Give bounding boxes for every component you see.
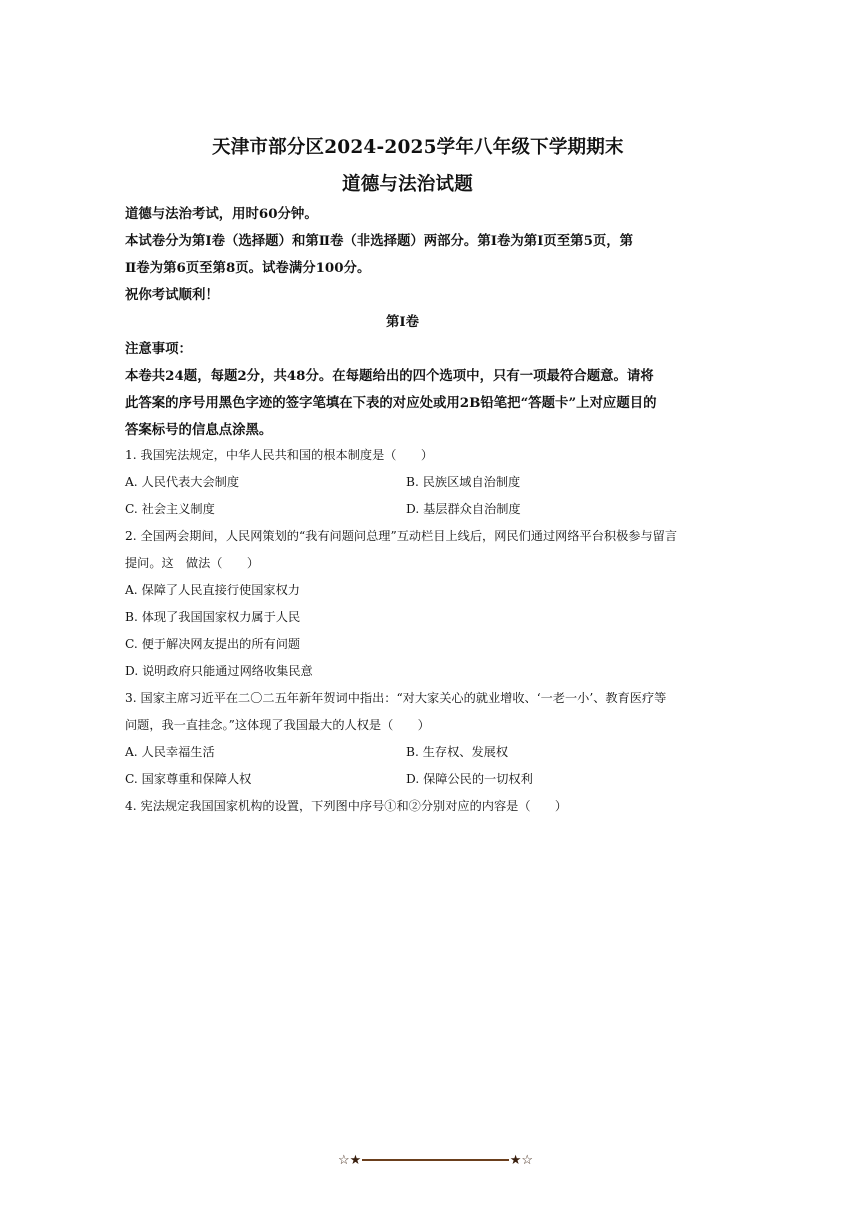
question-1-option-a: A. 人民代表大会制度 [125, 475, 240, 489]
question-1-option-d: D. 基层群众自治制度 [406, 502, 521, 516]
question-2-option-c: C. 便于解决网友提出的所有问题 [125, 637, 301, 651]
double-star-icon: ★☆ [509, 1152, 533, 1168]
question-3-option-d: D. 保障公民的一切权利 [406, 772, 533, 786]
question-1-stem: 1. 我国宪法规定，中华人民共和国的根本制度是（ ） [125, 448, 434, 462]
intro-line-4: 祝你考试顺利！ [125, 287, 219, 303]
section-heading: 第Ⅰ卷 [386, 314, 420, 330]
footer-divider [362, 1159, 508, 1161]
notice-title: 注意事项： [125, 341, 192, 357]
notice-line-2: 此答案的序号用黑色字迹的签字笔填在下表的对应处或用2B铅笔把“答题卡”上对应题目的 [125, 395, 657, 411]
intro-line-2: 本试卷分为第Ⅰ卷（选择题）和第Ⅱ卷（非选择题）两部分。第Ⅰ卷为第Ⅰ页至第5页，第 [125, 233, 634, 249]
question-2-option-b: B. 体现了我国国家权力属于人民 [125, 610, 301, 624]
intro-line-3: Ⅱ卷为第6页至第8页。试卷满分100分。 [125, 260, 371, 276]
question-3-option-c: C. 国家尊重和保障人权 [125, 772, 252, 786]
question-1-option-c: C. 社会主义制度 [125, 502, 215, 516]
document-title: 天津市部分区2024-2025学年八年级下学期期末 [212, 137, 624, 158]
question-3-stem-line-1: 3. 国家主席习近平在二〇二五年新年贺词中指出：“对大家关心的就业增收、‘一老一小’、教育医疗等 [125, 691, 667, 705]
question-2-option-a: A. 保障了人民直接行使国家权力 [125, 583, 300, 597]
question-4-stem: 4. 宪法规定我国国家机构的设置，下列图中序号①和②分别对应的内容是（ ） [125, 799, 568, 813]
question-2-stem-line-1: 2. 全国两会期间，人民网策划的“我有问题问总理”互动栏目上线后，网民们通过网络平台积极参与留言 [125, 529, 678, 543]
question-1-option-b: B. 民族区域自治制度 [406, 475, 521, 489]
question-2-stem-line-2: 提问。这 做法（ ） [125, 556, 260, 570]
question-3-option-a: A. 人民幸福生活 [125, 745, 215, 759]
intro-line-1: 道德与法治考试，用时60分钟。 [125, 206, 318, 222]
notice-line-3: 答案标号的信息点涂黑。 [125, 422, 273, 438]
document-subtitle: 道德与法治试题 [342, 174, 473, 195]
question-3-option-b: B. 生存权、发展权 [406, 745, 509, 759]
question-3-stem-line-2: 问题，我一直挂念。”这体现了我国最大的人权是（ ） [125, 718, 430, 732]
double-star-icon: ☆★ [338, 1152, 362, 1168]
notice-line-1: 本卷共24题，每题2分，共48分。在每题给出的四个选项中，只有一项最符合题意。请将 [125, 368, 654, 384]
question-2-option-d: D. 说明政府只能通过网络收集民意 [125, 664, 313, 678]
page-footer-ornament [338, 1150, 533, 1170]
